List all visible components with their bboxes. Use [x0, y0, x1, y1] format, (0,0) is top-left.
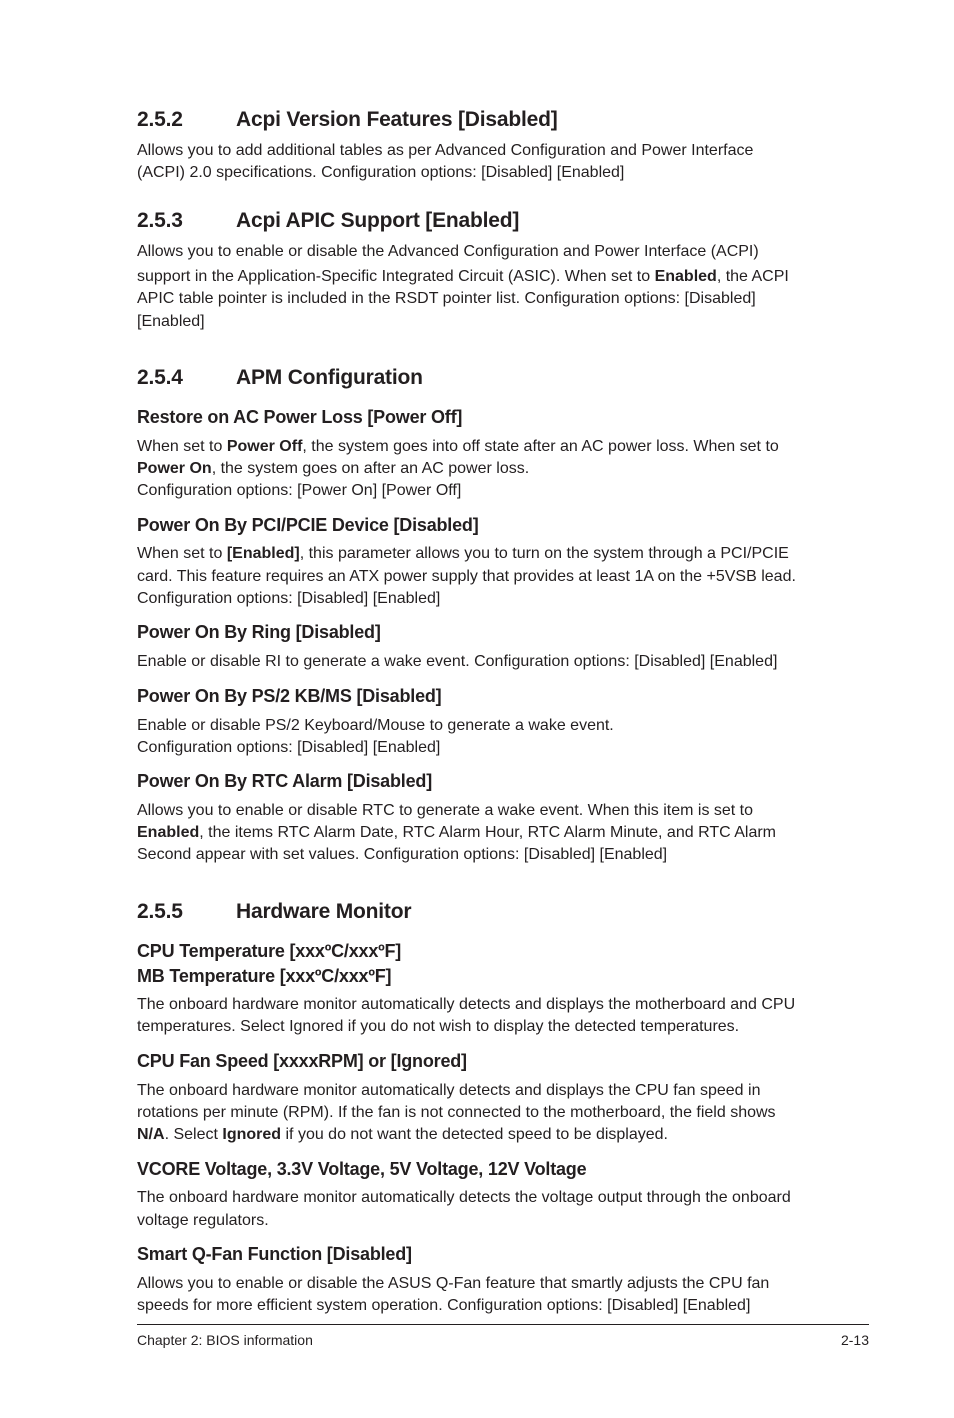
subsection-title-restore-ac-power: Restore on AC Power Loss [Power Off] — [137, 407, 463, 427]
paragraph-line — [137, 543, 789, 565]
text-run: if you do not want the detected speed to be displayed. — [281, 1126, 668, 1143]
text-run: , the system goes into off state after an AC power loss. When set to — [302, 438, 779, 455]
section-title: Acpi Version Features [Disabled] — [236, 108, 558, 131]
subsection-title-cpu-fan-speed: CPU Fan Speed [xxxxRPM] or [Ignored] — [137, 1051, 467, 1071]
paragraph-line: Second appear with set values. Configuration options: [Disabled] [Enabled] — [137, 846, 668, 863]
paragraph-line: voltage regulators. — [137, 1212, 269, 1229]
paragraph-line: Allows you to enable or disable RTC to generate a wake event. When this item is set to — [137, 802, 754, 819]
paragraph-line: The onboard hardware monitor automatically detects and displays the CPU fan speed in — [137, 1082, 761, 1099]
subsection-title-vcore-voltage: VCORE Voltage, 3.3V Voltage, 5V Voltage, 12V Voltage — [137, 1159, 587, 1179]
paragraph-line: The onboard hardware monitor automatically detects and displays the motherboard and CPU — [137, 996, 796, 1013]
paragraph-line: Configuration options: [Power On] [Power Off] — [137, 482, 462, 499]
subsection-title-smart-q-fan: Smart Q-Fan Function [Disabled] — [137, 1244, 412, 1264]
text-run: , the ACPI — [716, 268, 789, 285]
text-run: , the system goes on after an AC power loss. — [211, 460, 530, 477]
subsection-title-power-on-ps2: Power On By PS/2 KB/MS [Disabled] — [137, 686, 442, 706]
paragraph-line: (ACPI) 2.0 specifications. Configuration options: [Disabled] [Enabled] — [137, 164, 625, 181]
section-title: Acpi APIC Support [Enabled] — [236, 209, 520, 232]
paragraph-line: Allows you to enable or disable the ASUS Q-Fan feature that smartly adjusts the CPU fan — [137, 1275, 770, 1292]
text-run: When set to — [137, 545, 227, 562]
paragraph-line: Configuration options: [Disabled] [Enabled] — [137, 590, 441, 607]
subsection-title-cpu-temperature: CPU Temperature [xxxºC/xxxºF] — [137, 941, 402, 961]
paragraph-line: Enable or disable PS/2 Keyboard/Mouse to generate a wake event. — [137, 717, 614, 734]
section-heading-2-5-4 — [137, 366, 423, 390]
paragraph-line: Enable or disable RI to generate a wake event. Configuration options: [Disabled] [Enabled] — [137, 653, 778, 670]
section-heading-2-5-5 — [137, 900, 411, 924]
text-run: support in the Application-Specific Integrated Circuit (ASIC). When set to — [137, 268, 655, 285]
paragraph-line: Configuration options: [Disabled] [Enabled] — [137, 739, 441, 756]
bold-term: Power Off — [226, 438, 303, 455]
subsection-title-power-on-ring: Power On By Ring [Disabled] — [137, 622, 381, 642]
paragraph-line: The onboard hardware monitor automatically detects the voltage output through the onboard — [137, 1189, 791, 1206]
paragraph-line — [137, 266, 789, 288]
section-number: 2.5.4 — [137, 366, 183, 389]
paragraph-line — [137, 458, 529, 480]
section-number: 2.5.2 — [137, 108, 183, 131]
paragraph-line: APIC table pointer is included in the RSDT pointer list. Configuration options: [Disabled] — [137, 290, 756, 307]
paragraph-line — [137, 822, 776, 844]
section-title: Hardware Monitor — [236, 900, 412, 923]
paragraph-line: temperatures. Select Ignored if you do not wish to display the detected temperatures. — [137, 1018, 740, 1035]
section-title: APM Configuration — [236, 366, 423, 389]
paragraph-line: Allows you to enable or disable the Advanced Configuration and Power Interface (ACPI) — [137, 243, 759, 260]
footer-page-number: 2-13 — [840, 1332, 869, 1348]
text-run: , the items RTC Alarm Date, RTC Alarm Hour, RTC Alarm Minute, and RTC Alarm — [199, 824, 776, 841]
bold-term: [Enabled] — [226, 545, 300, 562]
section-number: 2.5.5 — [137, 900, 183, 923]
subsection-title-mb-temperature: MB Temperature [xxxºC/xxxºF] — [137, 966, 392, 986]
section-heading-2-5-3 — [137, 209, 519, 233]
text-run: , this parameter allows you to turn on the system through a PCI/PCIE — [299, 545, 789, 562]
bold-term: N/A — [137, 1126, 165, 1143]
bold-term: Enabled — [137, 824, 200, 841]
footer-chapter-label: Chapter 2: BIOS information — [137, 1332, 313, 1348]
text-run: . Select — [164, 1126, 223, 1143]
bold-term: Enabled — [654, 268, 717, 285]
bold-term: Power On — [137, 460, 212, 477]
paragraph-line: card. This feature requires an ATX power supply that provides at least 1A on the +5VSB lead. — [137, 568, 796, 585]
paragraph-line: rotations per minute (RPM). If the fan is not connected to the motherboard, the field shows — [137, 1104, 776, 1121]
subsection-title-power-on-pci: Power On By PCI/PCIE Device [Disabled] — [137, 515, 479, 535]
paragraph-line: [Enabled] — [137, 313, 205, 330]
text-run: When set to — [137, 438, 227, 455]
bold-term: Ignored — [222, 1126, 282, 1143]
paragraph-line — [137, 1124, 668, 1146]
paragraph-line: speeds for more efficient system operation. Configuration options: [Disabled] [Enabled] — [137, 1297, 751, 1314]
subsection-title-power-on-rtc: Power On By RTC Alarm [Disabled] — [137, 771, 432, 791]
section-number: 2.5.3 — [137, 209, 183, 232]
paragraph-line — [137, 436, 779, 458]
paragraph-line: Allows you to add additional tables as per Advanced Configuration and Power Interface — [137, 142, 754, 159]
footer-divider — [137, 1324, 869, 1325]
section-heading-2-5-2 — [137, 108, 558, 132]
